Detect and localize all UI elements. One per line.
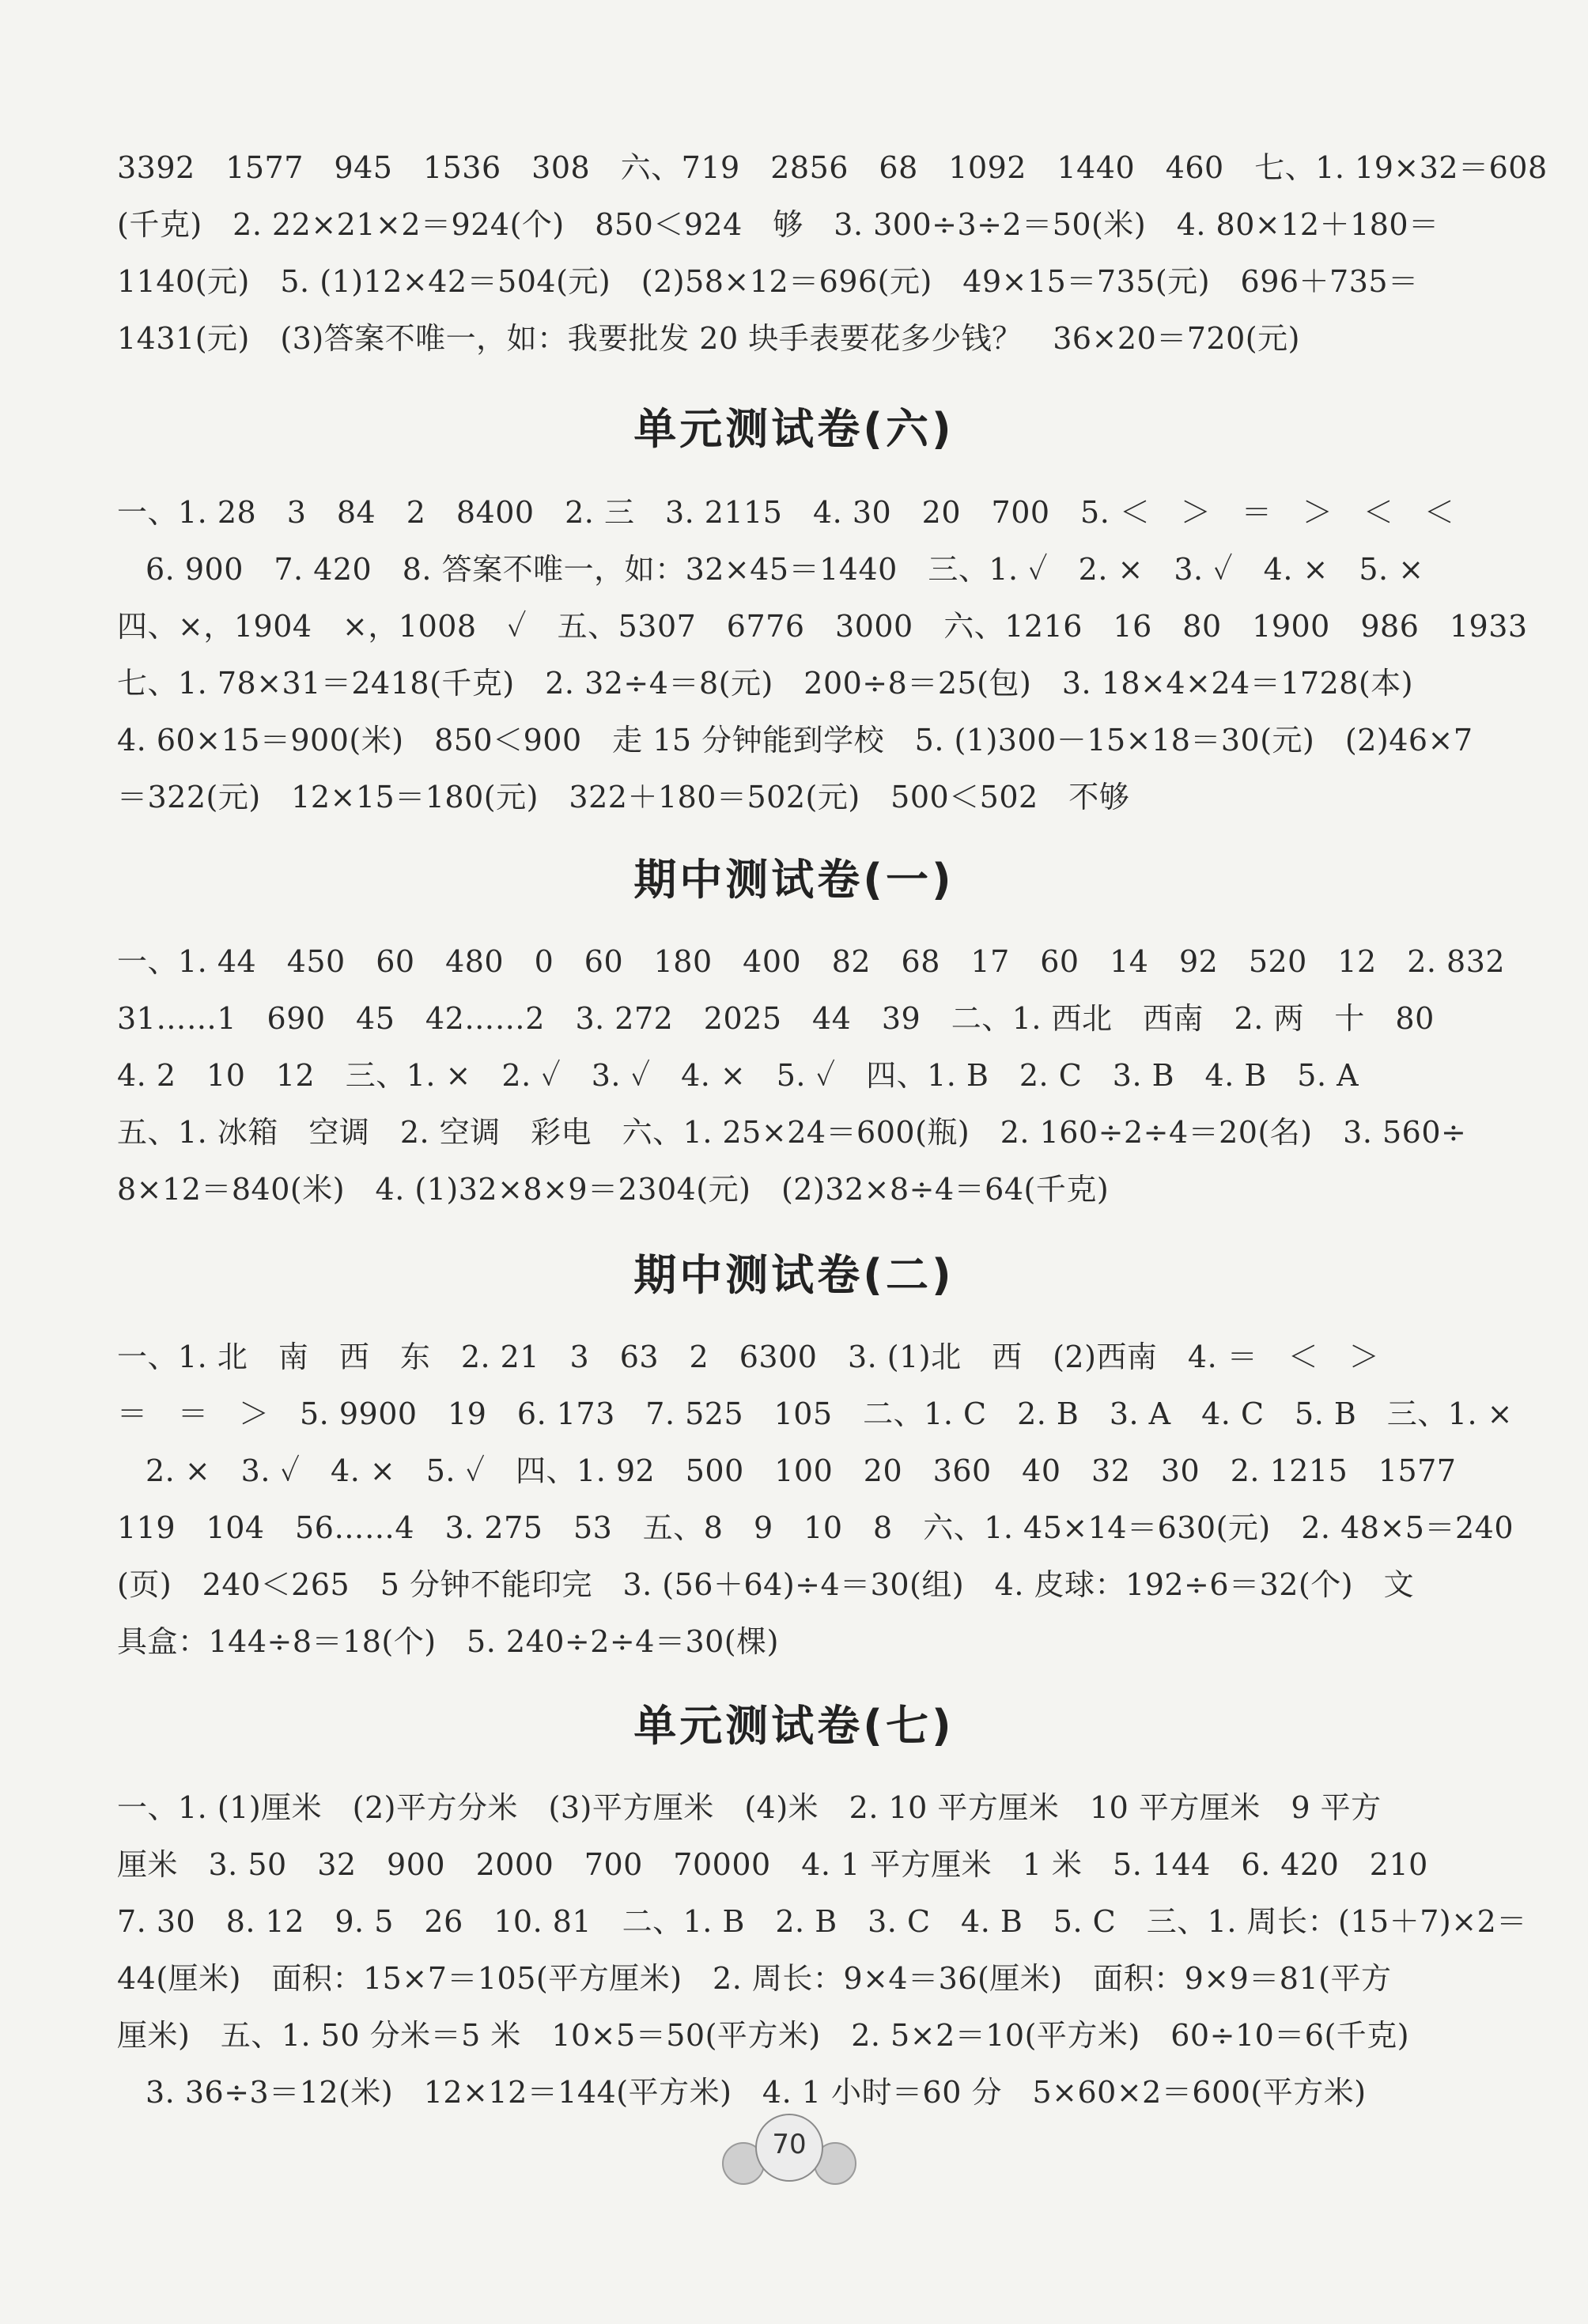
answer-line: 具盒：144÷8＝18(个) 5. 240÷2÷4＝30(棵)	[117, 1624, 779, 1659]
answer-line: 4. 60×15＝900(米) 850＜900 走 15 分钟能到学校 5. (1)300－15×18＝30(元) (2)46×7	[117, 723, 1473, 758]
answer-line: 44(厘米) 面积：15×7＝105(平方厘米) 2. 周长：9×4＝36(厘米) 面积：9×9＝81(平方	[117, 1961, 1392, 1996]
answer-line: (千克) 2. 22×21×2＝924(个) 850＜924 够 3. 300÷3÷2＝50(米) 4. 80×12＋180＝	[117, 207, 1439, 242]
answer-line: 2. × 3. ✓ 4. × 5. ✓ 四、1. 92 500 100 20 360 40 32 30 2. 1215 1577	[146, 1453, 1457, 1488]
section-title-unit-test-7: 单元测试卷(七)	[633, 1701, 955, 1751]
answer-line: ＝322(元) 12×15＝180(元) 322＋180＝502(元) 500＜502 不够	[117, 780, 1130, 814]
answer-line: 7. 30 8. 12 9. 5 26 10. 81 二、1. B 2. B 3. C 4. B 5. C 三、1. 周长：(15＋7)×2＝	[117, 1904, 1527, 1939]
answer-line: 6. 900 7. 420 8. 答案不唯一，如：32×45＝1440 三、1. ✓ 2. × 3. ✓ 4. × 5. ×	[146, 552, 1424, 587]
answer-line: 一、1. (1)厘米 (2)平方分米 (3)平方厘米 (4)米 2. 10 平方厘米 10 平方厘米 9 平方	[117, 1790, 1382, 1825]
page-number-badge	[710, 2107, 868, 2194]
answer-line: 4. 2 10 12 三、1. × 2. ✓ 3. ✓ 4. × 5. ✓ 四、1. B 2. C 3. B 4. B 5. A	[117, 1058, 1359, 1093]
answer-line: 一、1. 44 450 60 480 0 60 180 400 82 68 17 60 14 92 520 12 2. 832	[117, 944, 1506, 979]
section-title-unit-test-6: 单元测试卷(六)	[633, 404, 955, 454]
answer-block-unit-test-6	[117, 484, 1528, 826]
answer-line: 一、1. 28 3 84 2 8400 2. 三 3. 2115 4. 30 20 700 5. ＜ ＞ ＝ ＞ ＜ ＜	[117, 495, 1455, 530]
answer-line: ＝ ＝ ＞ 5. 9900 19 6. 173 7. 525 105 二、1. C 2. B 3. A 4. C 5. B 三、1. ×	[117, 1396, 1513, 1431]
answer-line: 七、1. 78×31＝2418(千克) 2. 32÷4＝8(元) 200÷8＝25(包) 3. 18×4×24＝1728(本)	[117, 666, 1414, 701]
answer-block-unit-test-7	[117, 1779, 1527, 2121]
answer-block-midterm-2	[117, 1328, 1514, 1670]
answer-line: 1140(元) 5. (1)12×42＝504(元) (2)58×12＝696(元) 49×15＝735(元) 696＋735＝	[117, 264, 1419, 299]
answer-line: 1431(元) (3)答案不唯一，如：我要批发 20 块手表要花多少钱？ 36×20＝720(元)	[117, 321, 1300, 356]
answer-line: (页) 240＜265 5 分钟不能印完 3. (56＋64)÷4＝30(组) 4. 皮球：192÷6＝32(个) 文	[117, 1567, 1415, 1602]
answer-line: 厘米 3. 50 32 900 2000 700 70000 4. 1 平方厘米 1 米 5. 144 6. 420 210	[117, 1847, 1428, 1882]
answer-line: 8×12＝840(米) 4. (1)32×8×9＝2304(元) (2)32×8÷4＝64(千克)	[117, 1172, 1110, 1207]
answer-line: 厘米) 五、1. 50 分米＝5 米 10×5＝50(平方米) 2. 5×2＝10(平方米) 60÷10＝6(千克)	[117, 2018, 1410, 2053]
answer-line: 一、1. 北 南 西 东 2. 21 3 63 2 6300 3. (1)北 西 (2)西南 4. ＝ ＜ ＞	[117, 1340, 1380, 1374]
section-title-midterm-1: 期中测试卷(一)	[633, 855, 955, 905]
section-title-midterm-2: 期中测试卷(二)	[633, 1250, 955, 1300]
answer-line: 四、×，1904 ×，1008 ✓ 五、5307 6776 3000 六、1216 16 80 1900 986 1933	[117, 609, 1528, 644]
answer-line: 五、1. 冰箱 空调 2. 空调 彩电 六、1. 25×24＝600(瓶) 2. 160÷2÷4＝20(名) 3. 560÷	[117, 1115, 1467, 1150]
answer-line: 3. 36÷3＝12(米) 12×12＝144(平方米) 4. 1 小时＝60 分 5×60×2＝600(平方米)	[146, 2075, 1367, 2110]
answer-line: 119 104 56……4 3. 275 53 五、8 9 10 8 六、1. 45×14＝630(元) 2. 48×5＝240	[117, 1510, 1514, 1545]
answer-block-midterm-1	[117, 933, 1506, 1218]
answer-line: 3392 1577 945 1536 308 六、719 2856 68 1092 1440 460 七、1. 19×32＝608	[117, 150, 1548, 185]
answer-block-continued	[117, 139, 1548, 367]
page-number: 70	[772, 2129, 807, 2160]
answer-line: 31……1 690 45 42……2 3. 272 2025 44 39 二、1. 西北 西南 2. 两 十 80	[117, 1001, 1435, 1036]
